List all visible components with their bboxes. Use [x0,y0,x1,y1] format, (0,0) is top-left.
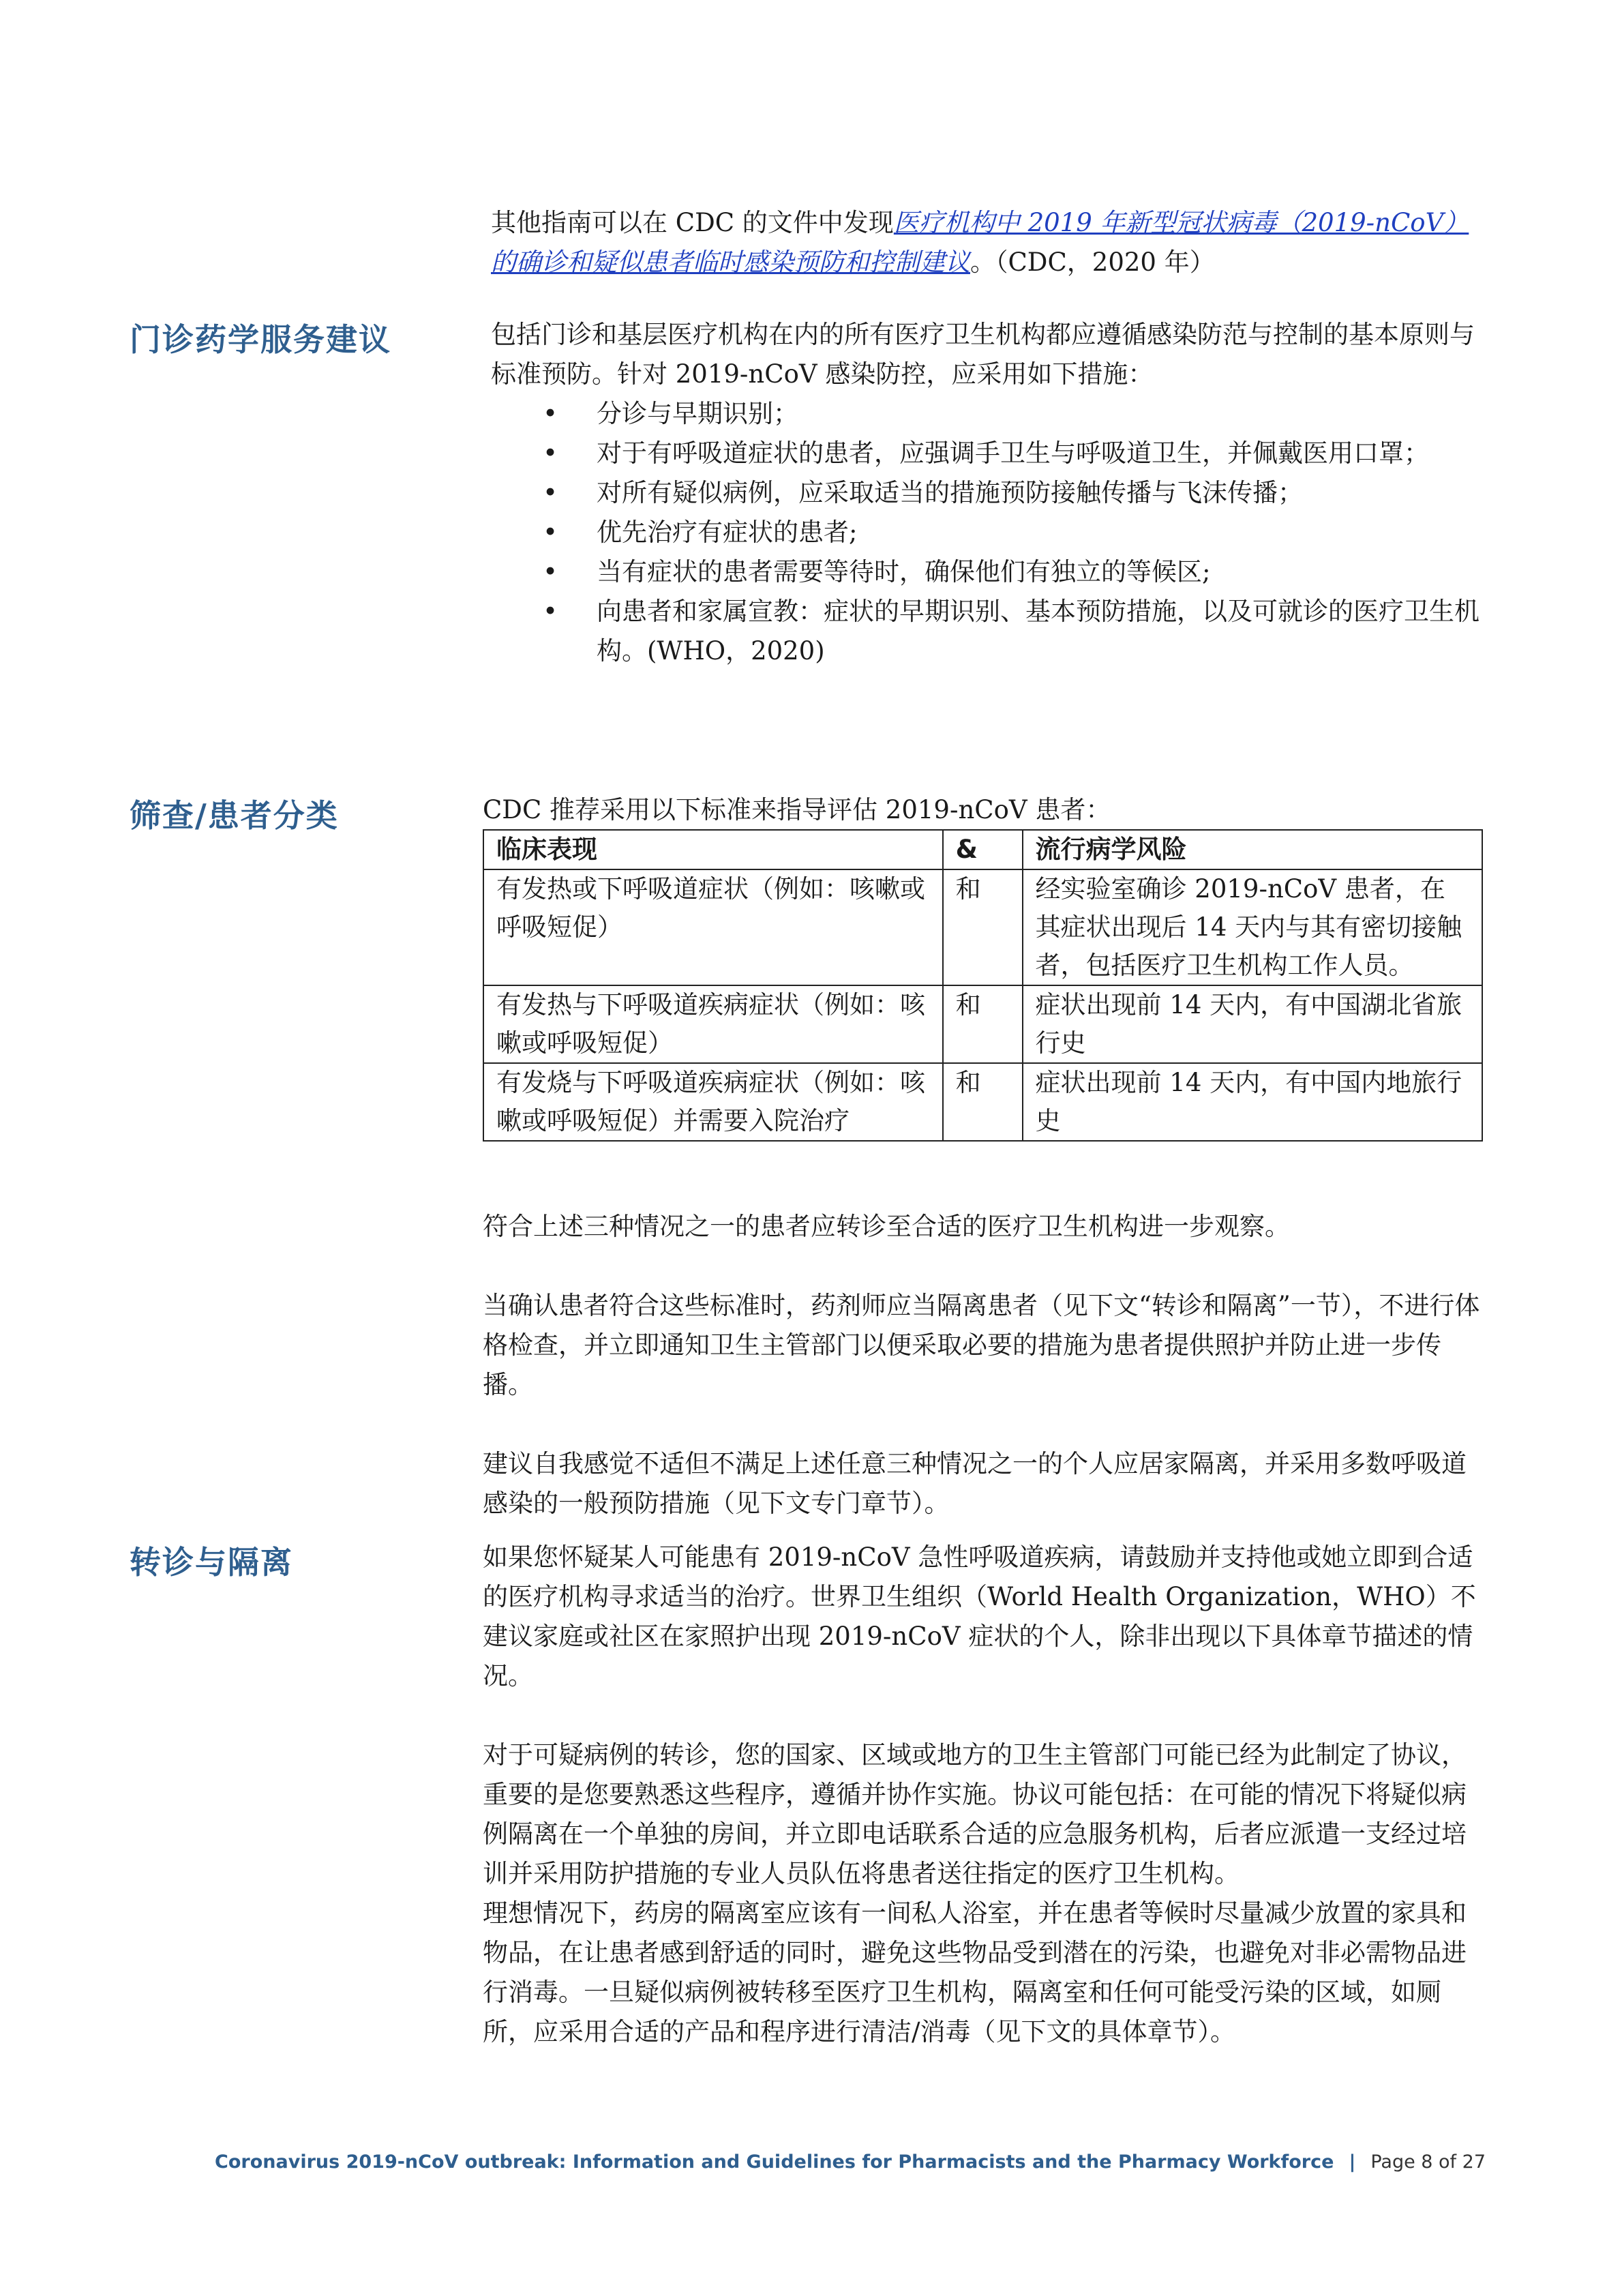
bullet-icon: • [543,478,558,507]
intro-text: 其他指南可以在 CDC 的文件中发现 [491,208,894,237]
outpatient-section [491,315,1486,671]
transfer-paragraph-1: 如果您怀疑某人可能患有 2019-nCoV 急性呼吸道疾病，请鼓励并支持他或她立即到合适的医疗机构寻求适当的治疗。世界卫生组织（World Health Organization，WHO）不建议家庭或社区在家照护出现 2019-nCoV 症状的个人，除非出现以下具体章节描述的情况。 [483,1542,1476,1690]
list-item: • 对所有疑似病例，应采取适当的措施预防接触传播与飞沫传播； [491,473,1486,513]
referral-paragraph: 符合上述三种情况之一的患者应转诊至合适的医疗卫生机构进一步观察。 [483,1212,1290,1241]
table-cell: 和 [943,985,1023,1063]
table-cell: 有发热与下呼吸道疾病症状（例如：咳嗽或呼吸短促） [483,985,943,1063]
transfer-heading: 转诊与隔离 [130,1544,293,1581]
list-item: • 对于有呼吸道症状的患者，应强调手卫生与呼吸道卫生，并佩戴医用口罩； [491,434,1486,473]
bullet-icon: • [543,597,558,626]
criteria-table [483,829,1483,1142]
measures-list [491,394,1486,671]
column-header-epidemiological: 流行病学风险 [1023,830,1482,869]
intro-paragraph [491,203,1486,282]
outpatient-lead: 包括门诊和基层医疗机构在内的所有医疗卫生机构都应遵循感染防范与控制的基本原则与标准预防。针对 2019-nCoV 感染防控，应采用如下措施： [491,320,1475,389]
bullet-icon: • [543,399,558,428]
home-isolation-paragraph: 建议自我感觉不适但不满足上述任意三种情况之一的个人应居家隔离，并采用多数呼吸道感染的一般预防措施（见下文专门章节）。 [483,1449,1467,1518]
list-item: • 分诊与早期识别； [491,394,1486,434]
intro-citation: 。（CDC，2020 年） [970,248,1215,277]
bullet-icon: • [543,557,558,586]
table-cell: 有发热或下呼吸道症状（例如：咳嗽或呼吸短促） [483,869,943,985]
transfer-paragraph-2: 对于可疑病例的转诊，您的国家、区域或地方的卫生主管部门可能已经为此制定了协议，重要的是您要熟悉这些程序，遵循并协作实施。协议可能包括：在可能的情况下将疑似病例隔离在一个单独的房间，并立即电话联系合适的应急服务机构，后者应派遣一支经过培训并采用防护措施的专业人员队伍将患者送往指定的医疗卫生机构。 [483,1740,1467,1888]
table-row [483,869,1482,985]
screening-lead: CDC 推荐采用以下标准来指导评估 2019-nCoV 患者： [483,795,1111,824]
isolation-paragraph: 当确认患者符合这些标准时，药剂师应当隔离患者（见下文“转诊和隔离”一节），不进行体格检查，并立即通知卫生主管部门以便采取必要的措施为患者提供照护并防止进一步传播。 [483,1291,1480,1399]
transfer-section [483,1538,1483,2052]
footer-title: Coronavirus 2019-nCoV outbreak: Information and Guidelines for Pharmacists and the Pharmacy Workforce [215,2151,1334,2173]
table-cell: 和 [943,1063,1023,1141]
outpatient-heading: 门诊药学服务建议 [130,321,391,358]
table-row [483,1063,1482,1141]
list-item: • 优先治疗有症状的患者; [491,513,1486,552]
screening-body [483,1207,1483,1523]
table-cell: 和 [943,869,1023,985]
column-header-and: & [943,830,1023,869]
transfer-paragraph-3: 理想情况下，药房的隔离室应该有一间私人浴室，并在患者等候时尽量减少放置的家具和物品，在让患者感到舒适的同时，避免这些物品受到潜在的污染，也避免对非必需物品进行消毒。一旦疑似病例被转移至医疗卫生机构，隔离室和任何可能受污染的区域，如厕所，应采用合适的产品和程序进行清洁/消毒（见下文的具体章节）。 [483,1898,1467,2046]
table-cell: 有发烧与下呼吸道疾病症状（例如：咳嗽或呼吸短促）并需要入院治疗 [483,1063,943,1141]
page-footer [0,2151,1622,2173]
cdc-guidance-link[interactable]: 医疗机构中 2019 年新型冠状病毒（2019-nCoV）的确诊和疑似患者临时感染预防和控制建议 [491,208,1469,277]
table-cell: 症状出现前 14 天内，有中国内地旅行史 [1023,1063,1482,1141]
footer-separator: | [1349,2151,1356,2173]
bullet-icon: • [543,438,558,468]
page-number: Page 8 of 27 [1370,2151,1486,2173]
list-item: • 当有症状的患者需要等待时，确保他们有独立的等候区; [491,552,1486,592]
table-header-row [483,830,1482,869]
table-row [483,985,1482,1063]
bullet-icon: • [543,518,558,547]
list-item: • 向患者和家属宣教：症状的早期识别、基本预防措施，以及可就诊的医疗卫生机构。(WHO，2020) [491,592,1486,671]
table-cell: 经实验室确诊 2019-nCoV 患者，在其症状出现后 14 天内与其有密切接触者，包括医疗卫生机构工作人员。 [1023,869,1482,985]
screening-heading: 筛查/患者分类 [130,797,339,834]
column-header-clinical: 临床表现 [483,830,943,869]
table-cell: 症状出现前 14 天内，有中国湖北省旅行史 [1023,985,1482,1063]
